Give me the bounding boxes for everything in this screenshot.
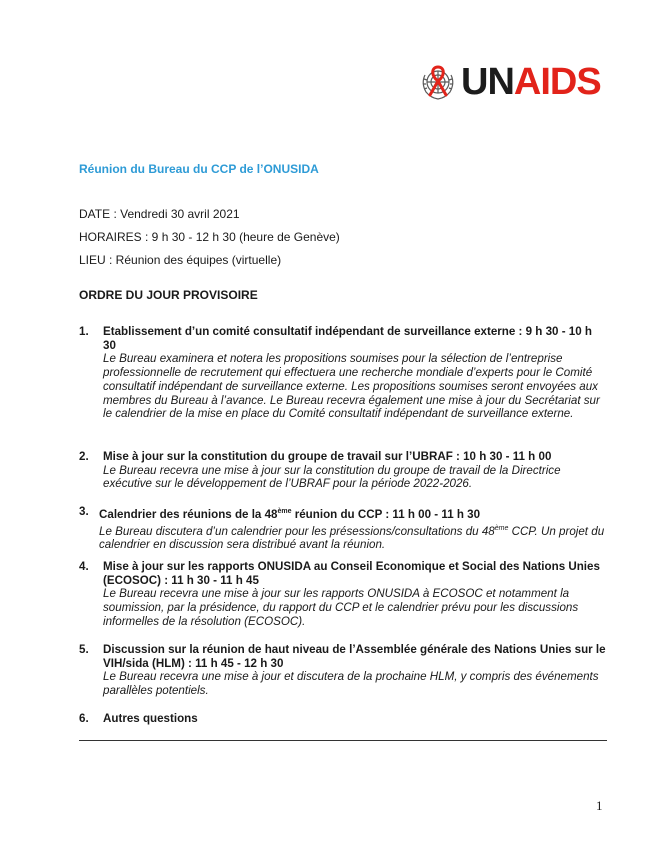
footer-divider (79, 740, 607, 741)
page-number: 1 (596, 798, 603, 813)
logo-text-aids: AIDS (513, 61, 601, 103)
agenda-item-heading: Autres questions (103, 712, 198, 725)
agenda-item-heading: Etablissement d’un comité consultatif indépendant de surveillance externe : 9 h 30 - 10 h 30 (103, 325, 592, 352)
heading-superscript: ème (277, 508, 292, 515)
agenda-item-description: Le Bureau recevra une mise à jour sur les rapports ONUSIDA à ECOSOC et notamment la soumission, par la présidence, du rapport du CCP et le calendrier prévu pour les discussions informelles de la résolution (ECOSOC). (103, 587, 579, 628)
agenda-item-description: Le Bureau examinera et notera les propositions soumises pour la sélection de l’entreprise professionnelle de recrutement qui effectuera une recherche mondiale d’experts pour le Comité consultatif indépendant de surveillance externe. Les propositions soumises seront envoyées aux membres du Bureau à l’avance. Le Bureau recevra également une mise à jour du Secrétariat sur le calendrier de la mise en place du Comité consultatif indépendant de surveillance externe. (103, 352, 600, 421)
agenda-item-number: 3. (79, 505, 89, 518)
agenda-item-3 (79, 505, 607, 552)
agenda-item-number: 5. (79, 643, 89, 656)
agenda-item-description: Le Bureau recevra une mise à jour sur la constitution du groupe de travail de la Directrice exécutive sur le développement de l’UBRAF pour la période 2022-2026. (103, 463, 561, 491)
heading-text-pre: Calendrier des réunions de la 48 (99, 507, 278, 521)
agenda-item-number: 4. (79, 560, 89, 573)
agenda-item-heading: Mise à jour sur la constitution du groupe de travail sur l’UBRAF : 10 h 30 - 11 h 00 (103, 450, 552, 463)
un-emblem-icon (417, 61, 459, 103)
agenda-item-number: 1. (79, 325, 89, 338)
agenda-item-5 (79, 643, 607, 698)
document-title: Réunion du Bureau du CCP de l’ONUSIDA (79, 162, 319, 176)
agenda-item-2 (79, 450, 607, 491)
agenda-item-4 (79, 560, 607, 629)
agenda-item-description: Le Bureau recevra une mise à jour et discutera de la prochaine HLM, y compris des événements parallèles potentiels. (103, 670, 599, 698)
agenda-item-6 (79, 712, 607, 726)
meta-date: DATE : Vendredi 30 avril 2021 (79, 207, 240, 221)
agenda-item-number: 6. (79, 712, 89, 725)
agenda-item-heading (99, 505, 607, 522)
agenda-item-number: 2. (79, 450, 89, 463)
agenda-item-heading: Mise à jour sur les rapports ONUSIDA au Conseil Economique et Social des Nations Unies (ECOSOC) : 11 h 30 - 11 h 45 (103, 560, 600, 587)
agenda-item-1 (79, 325, 607, 421)
meta-lieu: LIEU : Réunion des équipes (virtuelle) (79, 253, 282, 267)
meta-horaires: HORAIRES : 9 h 30 - 12 h 30 (heure de Genève) (79, 230, 340, 244)
logo-text-un: UN (461, 61, 514, 103)
description-superscript: ème (494, 524, 509, 532)
agenda-item-description (79, 522, 607, 552)
description-text-pre: Le Bureau discutera d’un calendrier pour les présessions/consultations du 48 (99, 524, 495, 538)
unaids-logo (417, 60, 601, 104)
heading-text-post: réunion du CCP : 11 h 00 - 11 h 30 (291, 507, 481, 521)
agenda-title: ORDRE DU JOUR PROVISOIRE (79, 288, 258, 302)
agenda-item-heading: Discussion sur la réunion de haut niveau de l’Assemblée générale des Nations Unies sur le VIH/sida (HLM) : 11 h 45 - 12 h 30 (103, 643, 606, 670)
description-text-post: CCP. Un projet du calendrier en discussion sera distribué avant la réunion. (99, 524, 605, 552)
